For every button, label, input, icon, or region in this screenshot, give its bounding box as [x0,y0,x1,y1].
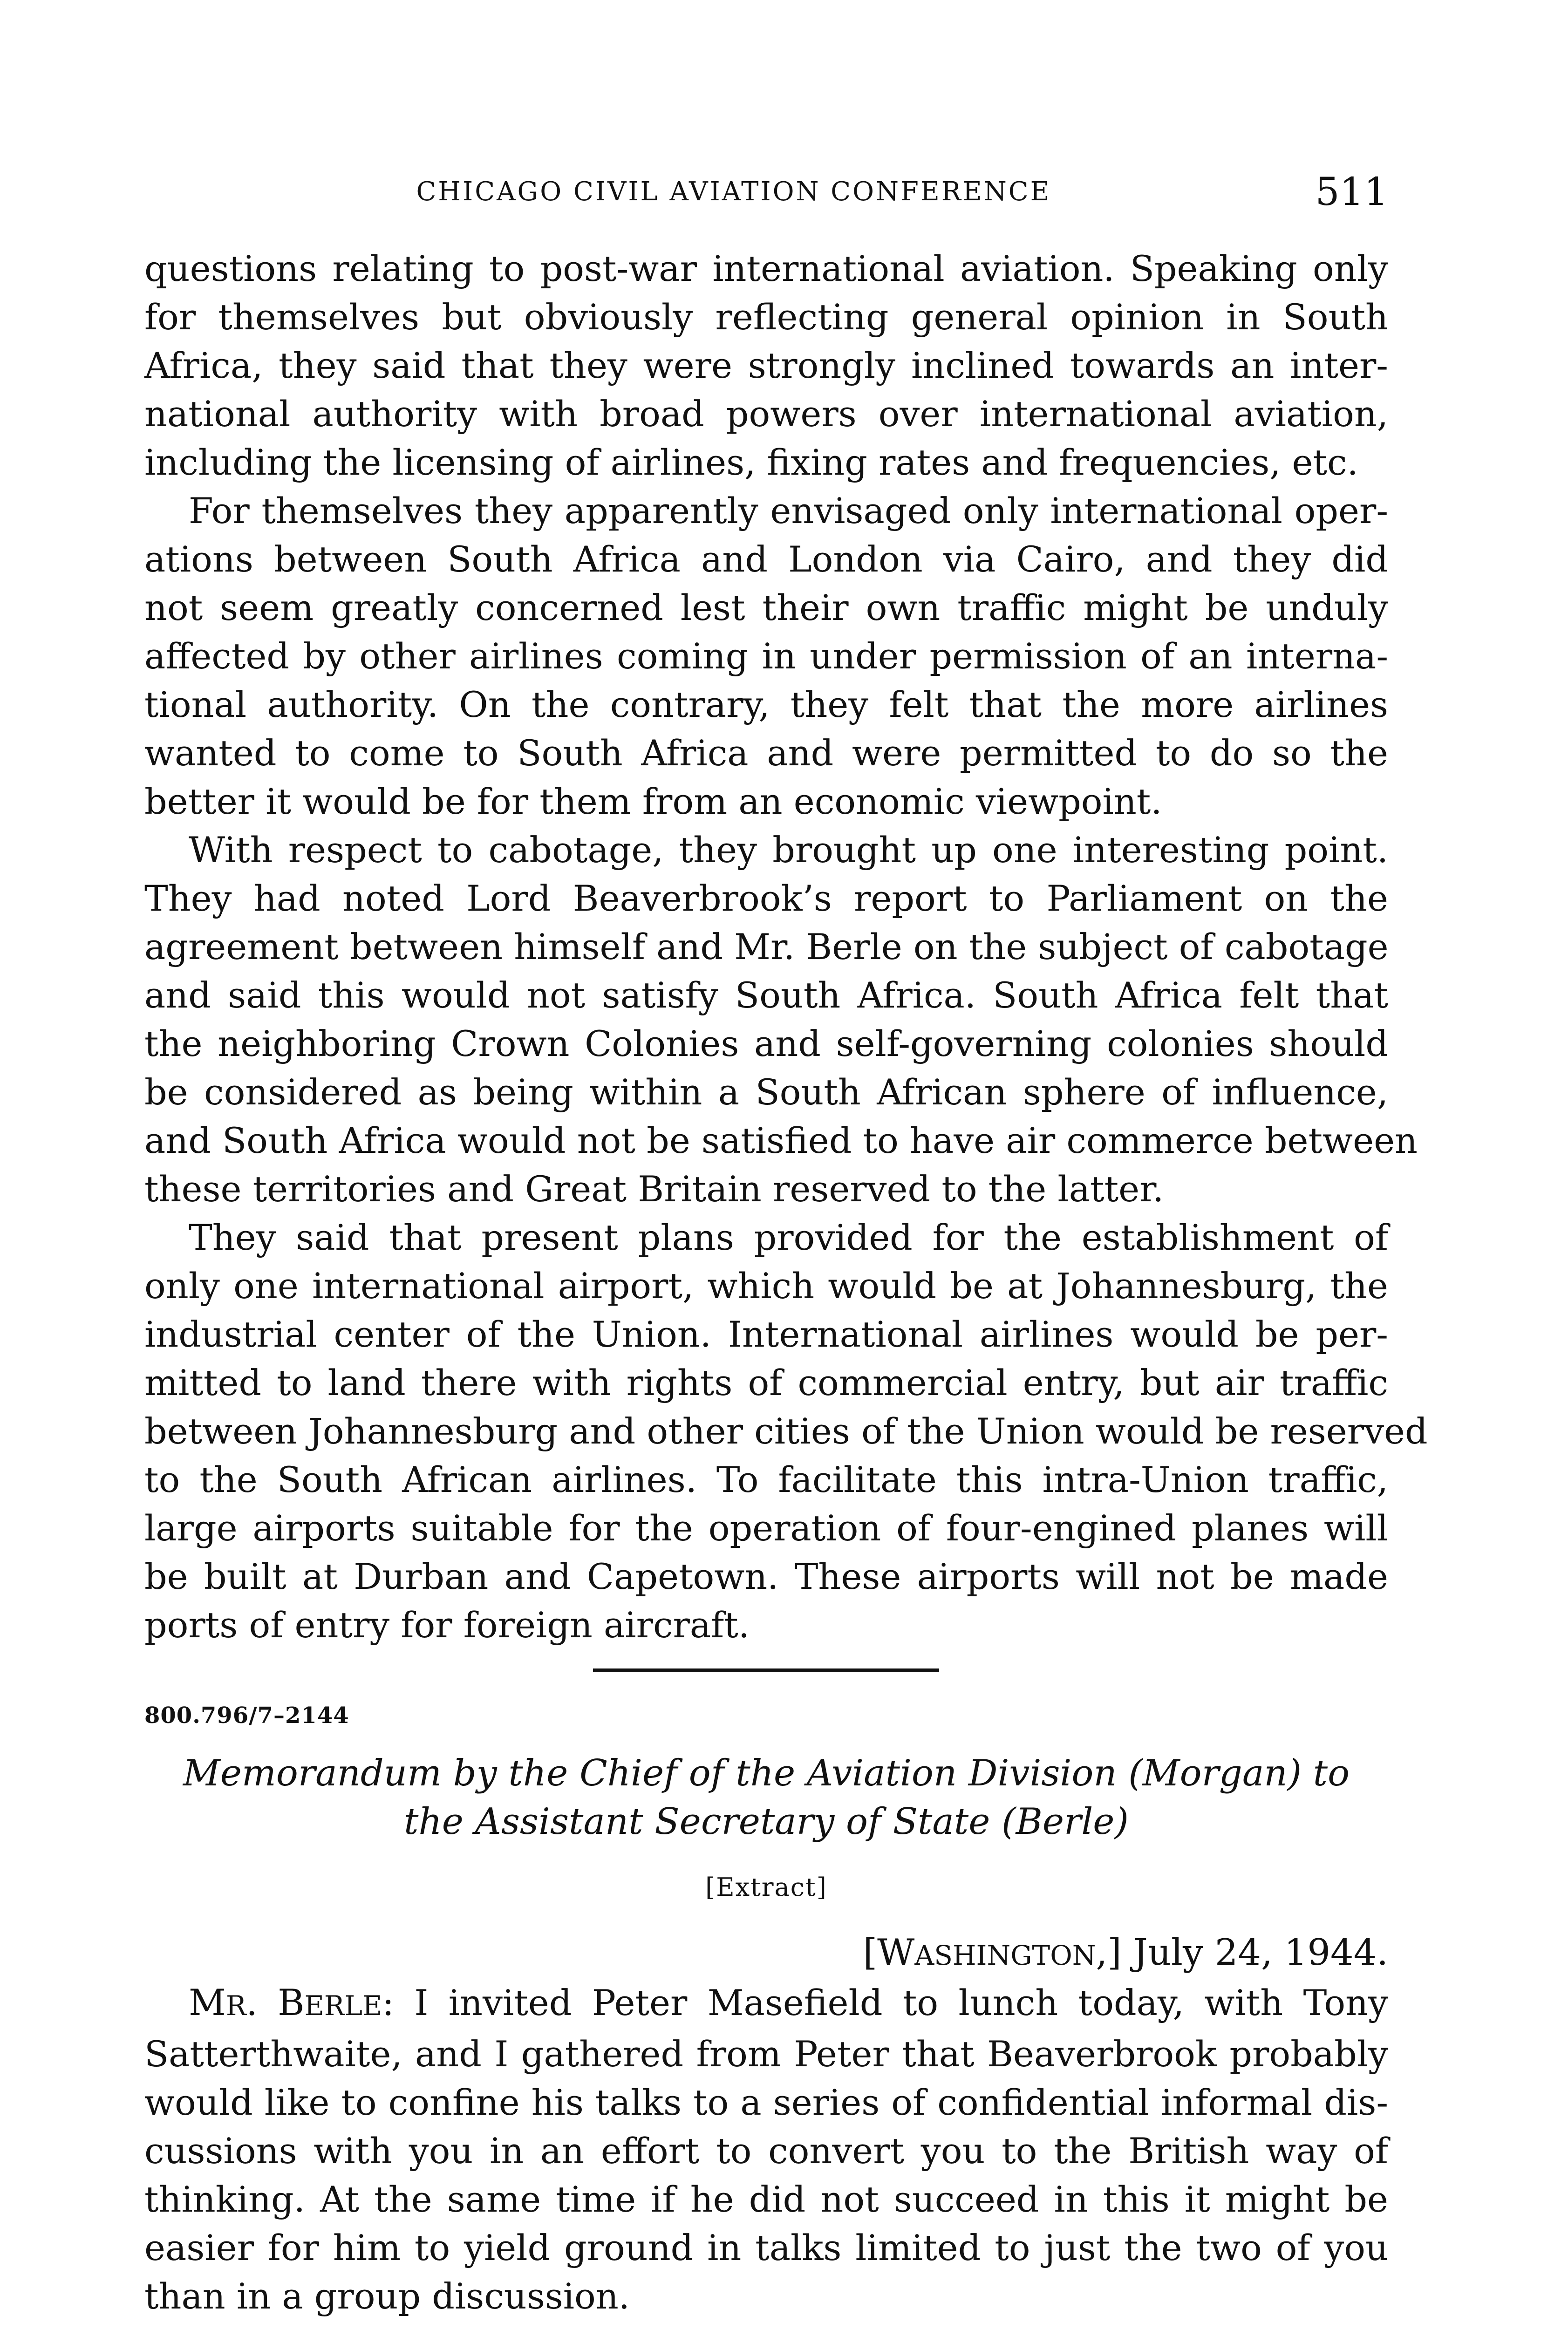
paragraph-1 [144,245,1388,487]
memo-title [144,1749,1388,1846]
salutation-colon: : [382,1982,394,2023]
text-line: large airports suitable for the operation of four-engined planes will [144,1507,1388,1549]
salutation-b: B [278,1982,305,2024]
text-line: and said this would not satisfy South Africa. South Africa felt that [144,974,1388,1016]
text-line: and South Africa would not be satisfied to have air commerce between [144,1120,1418,1161]
salutation-m: M [189,1982,226,2024]
text-line: tional authority. On the contrary, they felt that the more airlines [144,684,1388,725]
dateline [144,1928,1388,1980]
text-line: between Johannesburg and other cities of the Union would be reserved [144,1410,1428,1452]
paragraph-4 [144,1213,1428,1649]
text-line: agreement between himself and Mr. Berle on the subject of cabotage [144,926,1389,967]
text-line: national authority with broad powers over international aviation, [144,393,1388,435]
text-line: for themselves but obviously reflecting general opinion in South [144,296,1388,338]
dateline-date: July 24, 1944. [1121,1932,1388,1974]
text-line: not seem greatly concerned lest their own traffic might be unduly [144,587,1388,628]
salutation-dot: . [246,1982,278,2023]
running-title: CHICAGO CIVIL AVIATION CONFERENCE [416,177,1051,207]
text-line: be built at Durban and Capetown. These airports will not be made [144,1556,1388,1597]
text-line: to the South African airlines. To facilitate this intra-Union traffic, [144,1459,1388,1500]
memo-title-line: the Assistant Secretary of State (Berle) [404,1801,1129,1843]
running-header [144,170,1388,221]
text-line: Africa, they said that they were strongly inclined towards an inter- [144,345,1388,386]
text-line: thinking. At the same time if he did not succeed in this it might be [144,2179,1388,2220]
text-line: With respect to cabotage, they brought up one interesting point. [189,829,1388,871]
text-line: cussions with you in an effort to convert you to the British way of [144,2130,1388,2172]
text-line: only one international airport, which would be at Johannesburg, the [144,1265,1388,1307]
memo-title-line: Memorandum by the Chief of the Aviation Division (Morgan) to [183,1752,1350,1794]
dateline-open: [ [863,1932,878,1974]
text-line: the neighboring Crown Colonies and self-governing colonies should [144,1023,1388,1064]
dateline-close: ,] [1096,1932,1122,1974]
text-line: better it would be for them from an economic viewpoint. [144,781,1162,822]
extract-label: [Extract] [705,1873,827,1902]
text-line: They had noted Lord Beaverbrook’s report to Parliament on the [144,878,1388,919]
text-line: ports of entry for foreign aircraft. [144,1604,750,1646]
memo-body-text: I invited Peter Masefield to lunch today, with Tony [394,1982,1388,2023]
text-line: industrial center of the Union. International airlines would be per- [144,1314,1388,1355]
text-line: For themselves they apparently envisaged only international oper- [189,490,1388,531]
page-number: 511 [1315,170,1388,214]
text-line: mitted to land there with rights of commercial entry, but air traffic [144,1362,1388,1403]
text-line: They said that present plans provided for the establishment of [189,1217,1388,1258]
text-line: easier for him to yield ground in talks limited to just the two of you [144,2227,1388,2268]
salutation-r: R [225,1990,246,2022]
paragraph-2 [144,487,1388,826]
text-line: questions relating to post-war international aviation. Speaking only [144,248,1388,289]
file-number: 800.796/7–2144 [144,1702,349,1729]
text-line: including the licensing of airlines, fixing rates and frequencies, etc. [144,442,1358,483]
text-line: would like to confine his talks to a series of confidential informal dis- [144,2082,1388,2123]
dateline-place-initial: W [877,1932,915,1974]
text-line: wanted to come to South Africa and were permitted to do so the [144,732,1388,774]
text-line: Satterthwaite, and I gathered from Peter that Beaverbrook probably [144,2033,1388,2075]
memo-body [144,1979,1388,2321]
paragraph-3 [144,826,1418,1213]
text-line [144,1979,1388,2030]
text-line: ations between South Africa and London via Cairo, and they did [144,538,1388,580]
section-divider [593,1668,939,1672]
salutation-erle: ERLE [304,1990,382,2022]
text-line: than in a group discussion. [144,2275,630,2317]
text-line: affected by other airlines coming in under permission of an interna- [144,635,1388,677]
dateline-place-rest: ASHINGTON [914,1940,1096,1971]
text-line: these territories and Great Britain reserved to the latter. [144,1168,1164,1210]
text-line: be considered as being within a South African sphere of influence, [144,1071,1388,1113]
